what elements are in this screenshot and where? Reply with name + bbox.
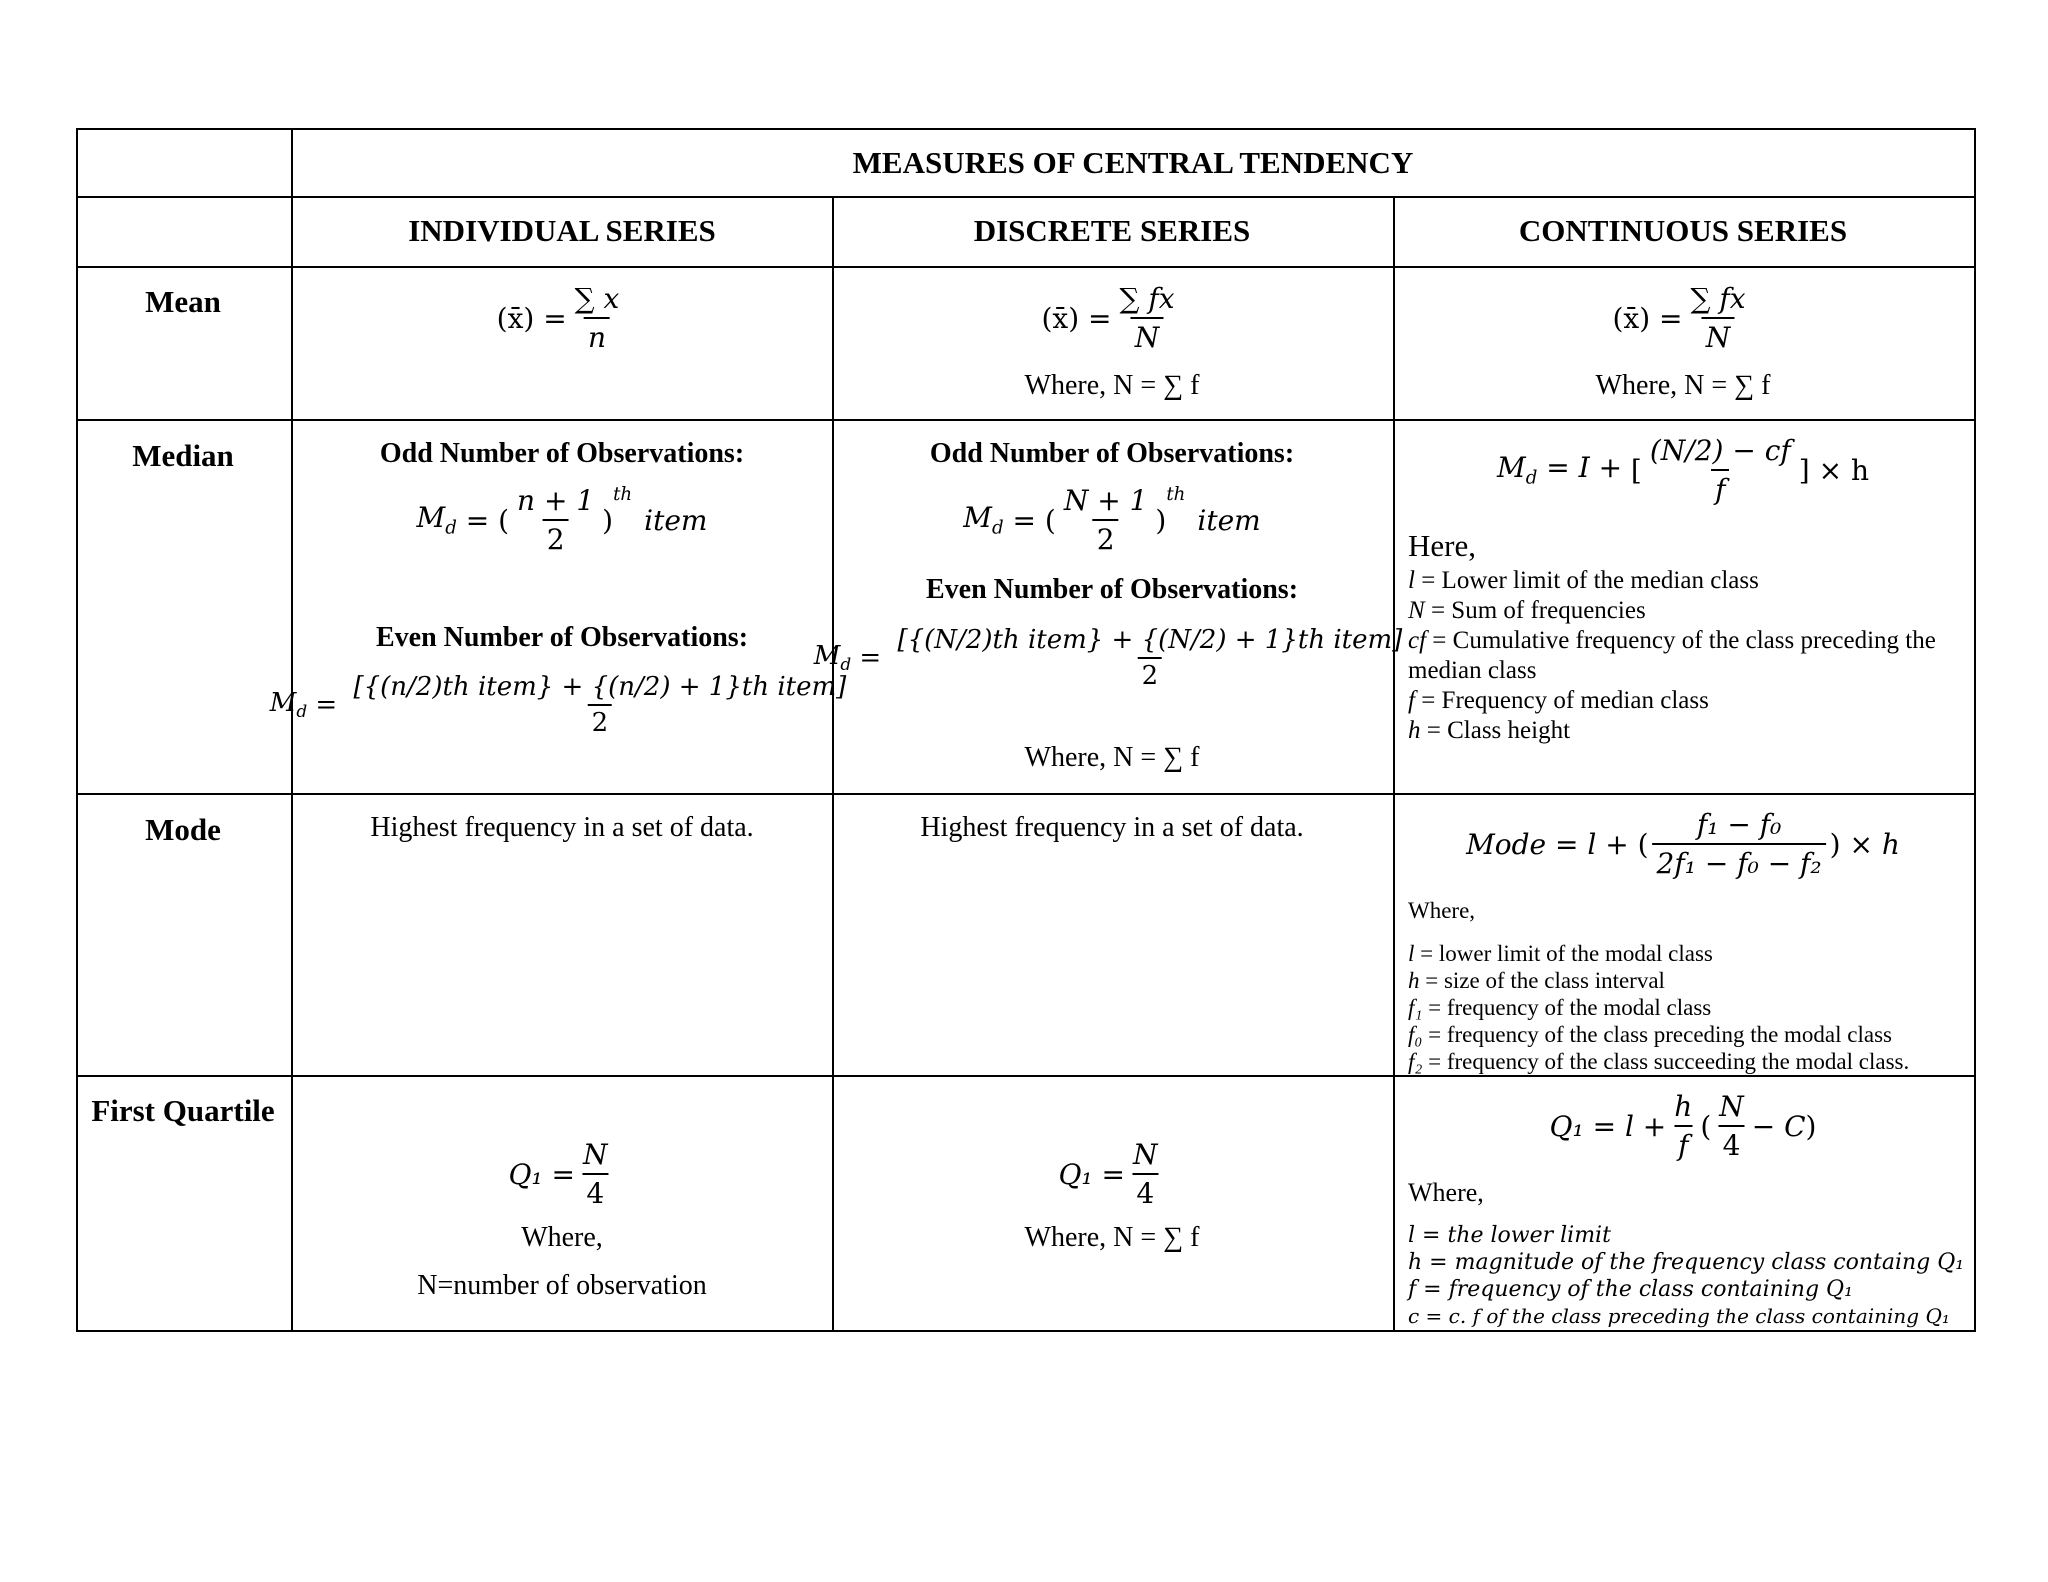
quartile-def-h: h = magnitude of the frequency class containg Q₁	[1408, 1250, 1965, 1275]
table-rule-header	[76, 266, 1976, 268]
median-continuous-definitions	[1408, 566, 1936, 746]
quartile-individual-where: Where,	[521, 1222, 603, 1253]
quartile-def-f: f = frequency of the class containing Q₁	[1408, 1277, 1853, 1302]
quartile-continuous-formula: Q₁ = l + $\frac{h}{f}$ ( $\frac{N}{4}$ − C )	[1549, 1090, 1817, 1162]
mode-def-l: l = lower limit of the modal class	[1408, 941, 1713, 966]
median-discrete-odd-heading: Odd Number of Observations:	[929, 438, 1295, 469]
quartile-continuous-definitions	[1408, 1222, 1964, 1330]
table-rule-discrete	[1393, 196, 1395, 1332]
quartile-continuous-where: Where,	[1408, 1178, 1484, 1207]
column-header-individual: INDIVIDUAL SERIES	[408, 213, 716, 248]
mode-continuous-definitions	[1408, 940, 1909, 1075]
mean-continuous-where: Where, N = ∑ f	[1595, 370, 1771, 401]
row-label-mode: Mode	[145, 812, 221, 847]
table-rule-mode	[76, 1075, 1976, 1077]
mode-continuous-formula: Mode = l + ( $\frac{\text{f₁ − f₀}}{\text{2f₁ − f₀ − f₂}}$ ) × h	[1466, 808, 1900, 880]
median-individual-odd-heading: Odd Number of Observations:	[379, 438, 745, 469]
row-label-mean: Mean	[145, 284, 221, 319]
median-def-l: l = Lower limit of the median class	[1408, 567, 1759, 594]
row-label-first-quartile: First Quartile	[91, 1093, 275, 1128]
mean-discrete-formula: (x̄) = $\frac{\sum fx}{N}$	[1041, 282, 1175, 354]
column-header-continuous: CONTINUOUS SERIES	[1518, 213, 1848, 248]
mode-def-f2: f₂ = frequency of the class succeeding the modal class.	[1408, 1049, 1910, 1074]
median-individual-even-heading: Even Number of Observations:	[375, 622, 749, 653]
median-continuous-here: Here,	[1408, 528, 1476, 563]
mode-discrete-text: Highest frequency in a set of data.	[920, 812, 1304, 843]
mean-continuous-formula: (x̄) = $\frac{\sum fx}{N}$	[1612, 282, 1746, 354]
table-border-left	[76, 128, 78, 1332]
mode-def-f1: f₁ = frequency of the modal class	[1408, 995, 1712, 1020]
table-rule-median	[76, 793, 1976, 795]
mode-continuous-where: Where,	[1408, 898, 1476, 923]
table-rule-title	[76, 196, 1976, 198]
table-border-bottom	[76, 1330, 1976, 1332]
median-discrete-where: Where, N = ∑ f	[1024, 742, 1200, 773]
quartile-individual-formula: Q₁ = $\frac{N}{4}$	[508, 1138, 608, 1210]
median-individual-odd-formula: $M_d$ = ( $\frac{n + 1}{2}$ ) $^{th}$ item	[416, 484, 708, 556]
mode-individual-text: Highest frequency in a set of data.	[370, 812, 754, 843]
quartile-def-c: c = c. f of the class preceding the class containing Q₁	[1408, 1304, 1950, 1328]
quartile-def-l: l = the lower limit	[1408, 1223, 1611, 1248]
row-label-median: Median	[132, 438, 234, 473]
table-border-top	[76, 128, 1976, 130]
quartile-individual-note: N=number of observation	[417, 1270, 707, 1301]
median-individual-even-formula: $M_d$ = $\frac{\text{[\{(n/2)th item\} + \{(n/2) + 1\}th item]}}{2}$	[269, 672, 847, 738]
quartile-discrete-formula: Q₁ = $\frac{N}{4}$	[1058, 1138, 1158, 1210]
mean-discrete-where: Where, N = ∑ f	[1024, 370, 1200, 401]
table-rule-individual	[832, 196, 834, 1332]
median-discrete-odd-formula: $M_d$ = ( $\frac{N + 1}{2}$ ) $^{th}$ item	[963, 484, 1261, 556]
median-def-n: N = Sum of frequencies	[1408, 597, 1646, 624]
median-def-h: h = Class height	[1408, 717, 1571, 744]
mode-def-h: h = size of the class interval	[1408, 968, 1665, 993]
table-border-right	[1974, 128, 1976, 1332]
median-discrete-even-formula: $M_d$ = $\frac{\text{[\{(N/2)th item\} + \{(N/2) + 1\}th item]}}{2}$	[813, 625, 1403, 691]
mode-def-f0: f₀ = frequency of the class preceding the modal class	[1408, 1022, 1892, 1047]
mean-individual-formula: (x̄) = $\frac{\sum x}{n}$	[496, 282, 620, 354]
quartile-discrete-where: Where, N = ∑ f	[1024, 1222, 1200, 1253]
median-def-cf: cf = Cumulative frequency of the class preceding the	[1408, 627, 1936, 654]
table-rule-mean	[76, 419, 1976, 421]
median-continuous-formula: $M_d = I$ + [ $\frac{(N/2) - cf}{f}$ ] × h	[1497, 434, 1869, 506]
column-header-discrete: DISCRETE SERIES	[973, 213, 1251, 248]
median-def-f: f = Frequency of median class	[1408, 687, 1709, 714]
page-title: MEASURES OF CENTRAL TENDENCY	[852, 145, 1414, 180]
median-def-cf-cont: median class	[1408, 657, 1537, 684]
median-discrete-even-heading: Even Number of Observations:	[925, 574, 1299, 605]
